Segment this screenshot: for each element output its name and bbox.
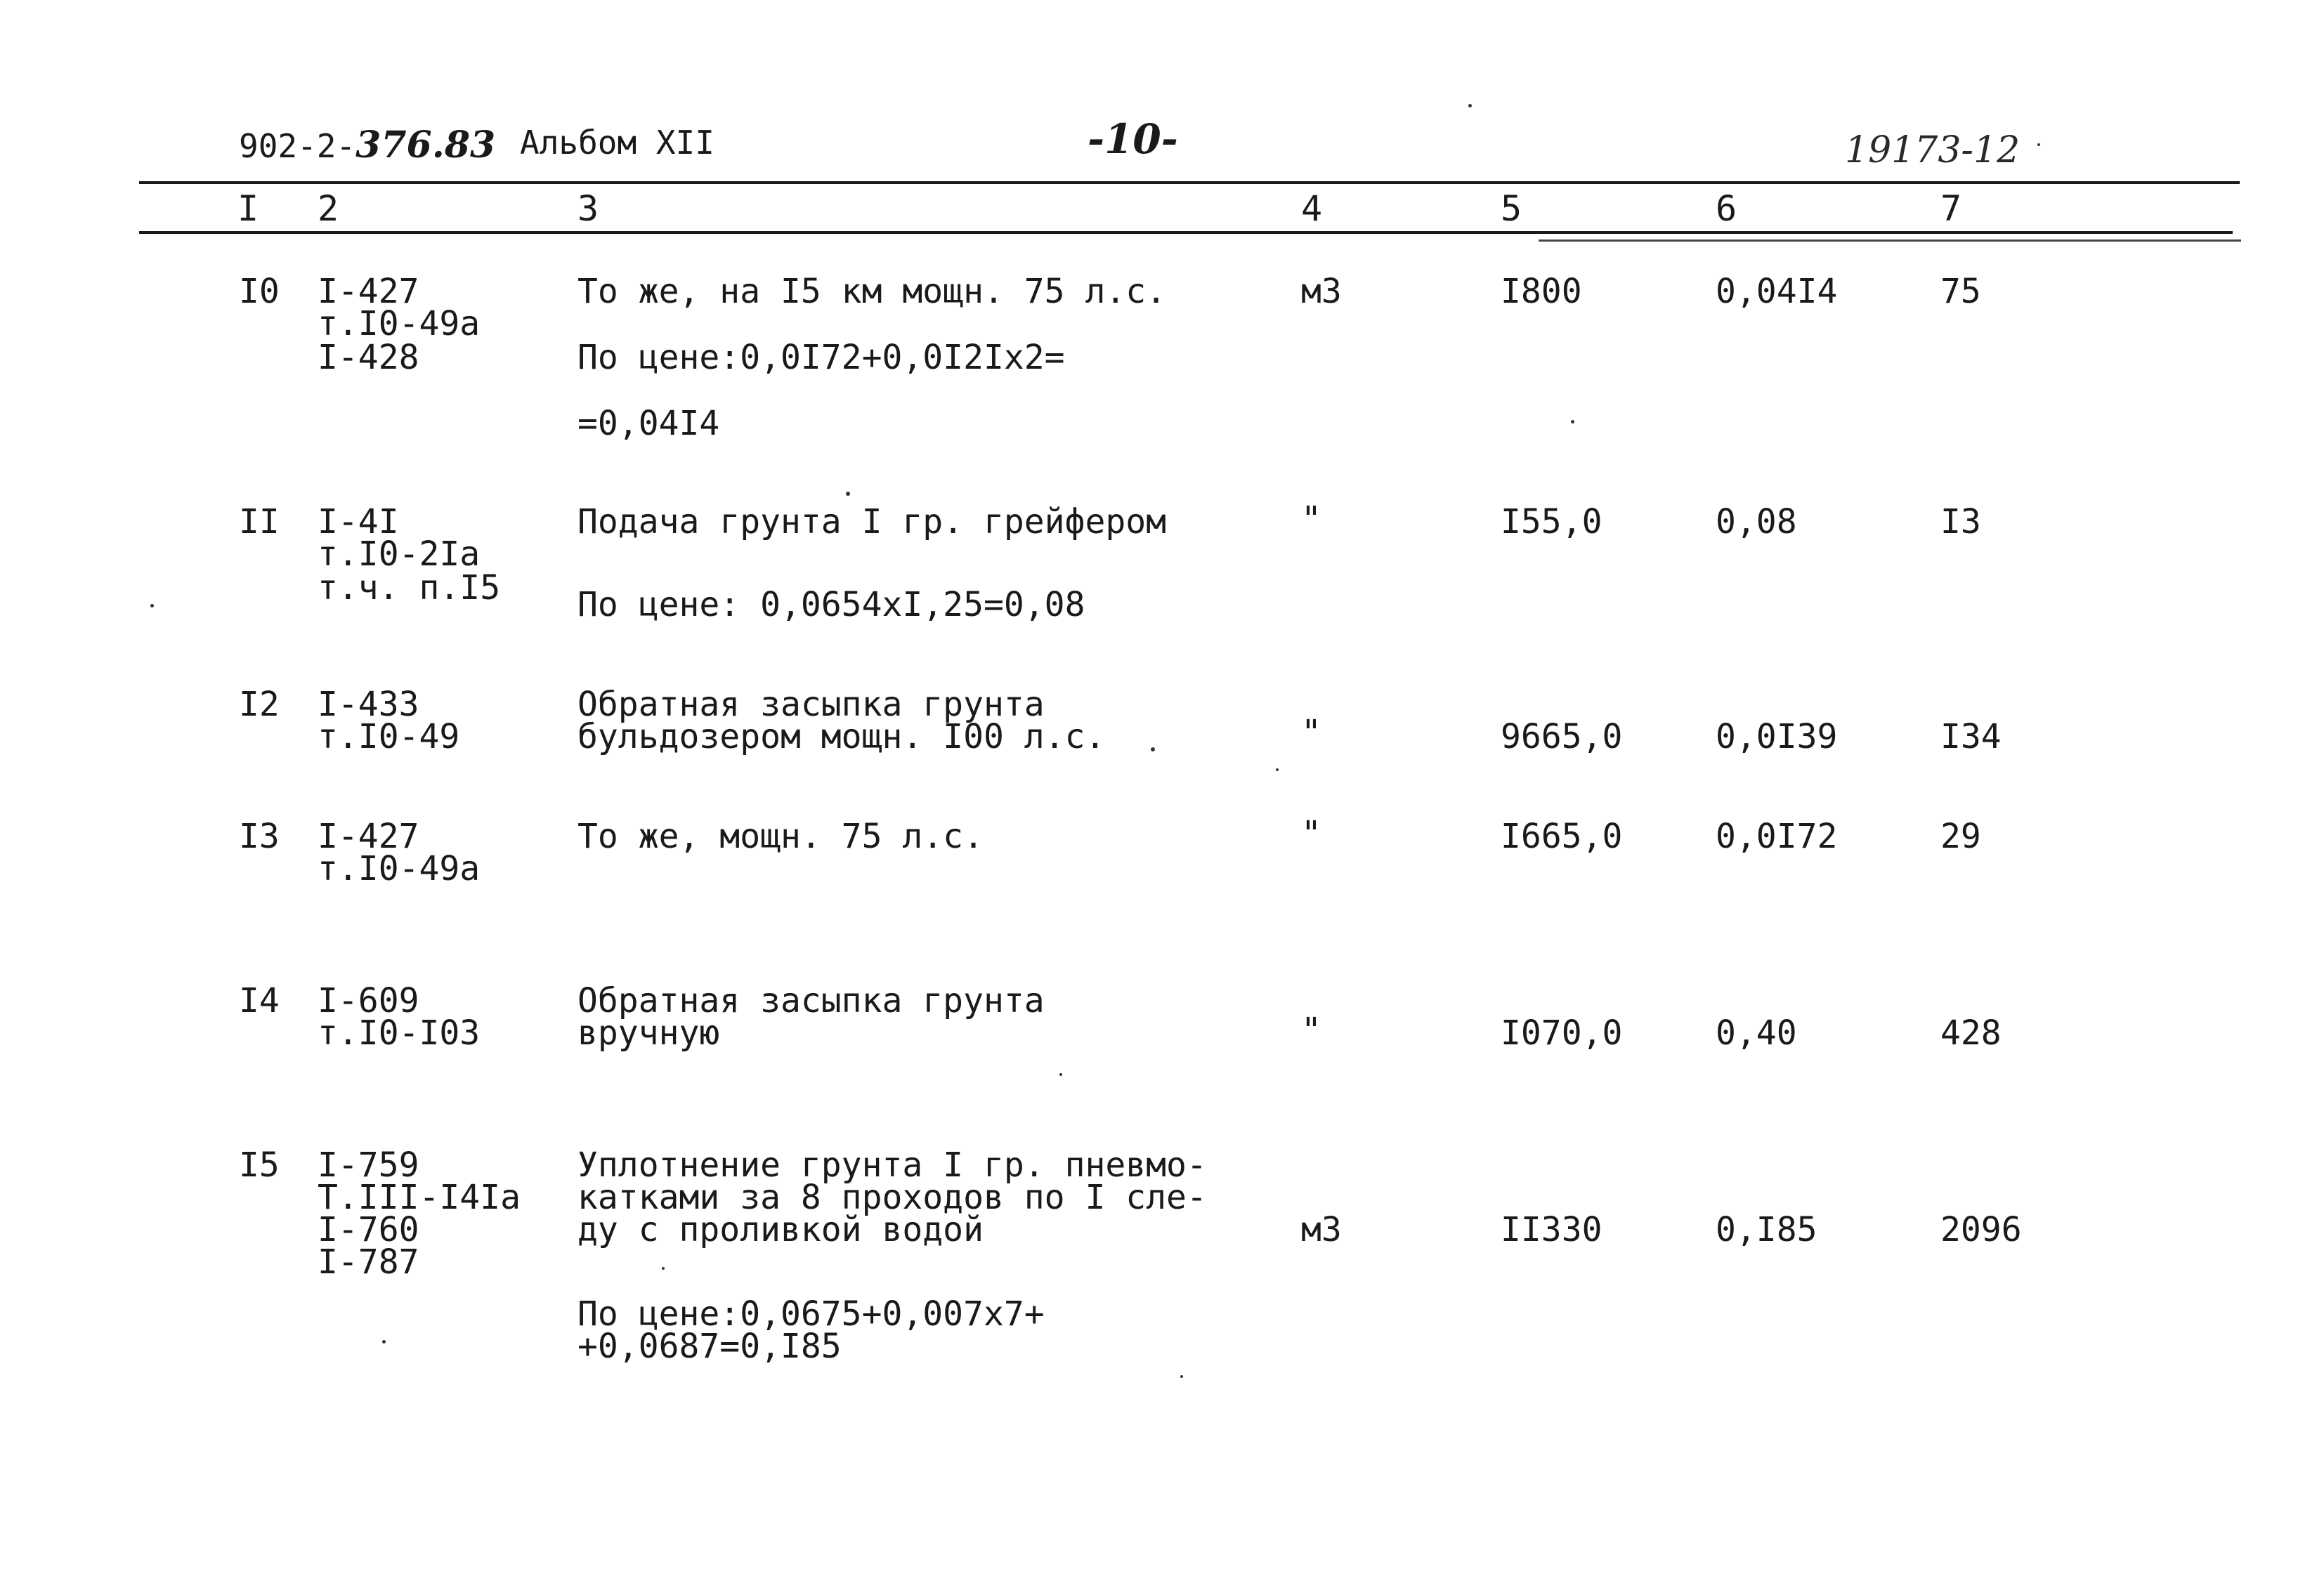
row-code: I-427 [318,817,419,856]
row-description: По цене:0,0I72+0,0I2Iх2= [577,338,1065,377]
row-number: I5 [239,1145,280,1185]
scan-speck [1276,768,1279,771]
scan-speck [1151,747,1155,751]
row-code: Т.III-I4Iа [318,1178,521,1217]
row-quantity: I800 [1501,272,1582,311]
row-unit-price: 0,08 [1716,502,1797,541]
header-rule-bottom [139,231,2233,234]
row-description: То же, мощн. 75 л.с. [577,817,984,856]
document-code-handwritten: 376.83 [355,124,496,166]
row-description: По цене:0,0675+0,007х7+ [577,1294,1045,1334]
document-code [239,124,495,166]
col-header-4: 4 [1301,188,1323,229]
col-header-5: 5 [1501,188,1522,229]
row-description: ду с проливкой водой [577,1210,984,1249]
row-code: т.I0-I03 [318,1013,481,1053]
row-unit-price: 0,0I39 [1716,717,1838,756]
row-description: Подача грунта I гр. грейфером [577,502,1167,541]
row-code: т.I0-49 [318,717,460,756]
col-header-6: 6 [1716,188,1737,229]
row-description: катками за 8 проходов по I сле- [577,1178,1207,1217]
row-quantity: 9665,0 [1501,717,1623,756]
row-description: =0,04I4 [577,404,720,443]
row-total: 29 [1940,817,1981,856]
row-quantity: I665,0 [1501,817,1623,856]
row-code: I-760 [318,1210,419,1249]
row-code: I-433 [318,685,419,724]
row-unit: м3 [1301,1210,1342,1249]
row-total: I3 [1940,502,1981,541]
page-number: -10- [1088,115,1178,163]
col-header-7: 7 [1940,188,1962,229]
header-rule-shadow [1539,239,2241,242]
document-code-prefix: 902-2- [239,127,356,165]
row-number: I2 [239,685,280,724]
header-rule-top [139,181,2240,184]
row-number: I3 [239,817,280,856]
row-number: I0 [239,272,280,311]
row-unit-price: 0,I85 [1716,1210,1817,1249]
sheet-code: 19173-12 [1845,129,2021,171]
row-description: Обратная засыпка грунта [577,981,1045,1020]
row-total: 428 [1940,1013,2002,1053]
row-code: I-609 [318,981,419,1020]
row-description: Уплотнение грунта I гр. пневмо- [577,1145,1207,1185]
row-unit: " [1301,499,1321,539]
row-total: 75 [1940,272,1981,311]
album-label: Альбом XII [520,124,714,162]
row-description: То же, на I5 км мощн. 75 л.с. [577,272,1167,311]
row-unit-price: 0,40 [1716,1013,1797,1053]
row-code: т.I0-2Iа [318,534,481,574]
scan-speck [662,1267,665,1270]
row-quantity: I55,0 [1501,502,1602,541]
row-quantity: II330 [1501,1210,1602,1249]
row-number: II [239,502,280,541]
row-description: +0,0687=0,I85 [577,1327,842,1366]
scan-speck [1059,1073,1062,1076]
row-description: По цене: 0,0654хI,25=0,08 [577,585,1085,624]
scan-speck [1180,1375,1183,1378]
col-header-2: 2 [318,188,339,229]
row-unit: " [1301,814,1321,853]
row-total: I34 [1940,717,2002,756]
row-number: I4 [239,981,280,1020]
row-total: 2096 [1940,1210,2022,1249]
row-code: т.ч. п.I5 [318,568,501,608]
col-header-3: 3 [577,188,599,229]
row-unit: " [1301,1011,1321,1050]
row-unit-price: 0,0I72 [1716,817,1838,856]
scan-speck [382,1340,386,1344]
row-code: т.I0-49а [318,304,481,343]
scan-speck [150,604,154,608]
row-code: I-427 [318,272,419,311]
row-code: I-759 [318,1145,419,1185]
row-code: I-4I [318,502,399,541]
row-code: I-787 [318,1242,419,1282]
row-description: Обратная засыпка грунта [577,685,1045,724]
row-unit: м3 [1301,272,1342,311]
row-description: вручную [577,1013,720,1053]
row-code: т.I0-49а [318,849,481,888]
scan-speck [1571,420,1574,423]
scan-speck [2037,143,2040,146]
col-header-1: I [237,188,259,229]
row-quantity: I070,0 [1501,1013,1623,1053]
row-unit-price: 0,04I4 [1716,272,1838,311]
row-code: I-428 [318,338,419,377]
scan-speck [846,492,850,496]
scan-speck [1468,104,1472,107]
row-unit: " [1301,713,1321,752]
row-description: бульдозером мощн. I00 л.с. [577,717,1106,756]
